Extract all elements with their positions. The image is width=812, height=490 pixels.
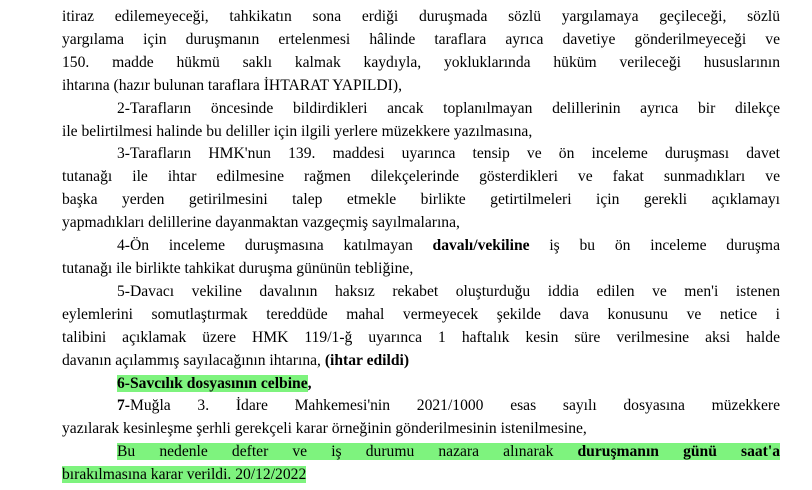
text-line: 2-Tarafların öncesinde bildirdikleri ancak toplanılmayan delillerinin ayrıca bir dilekçe (117, 99, 780, 117)
item-6 (62, 373, 780, 396)
bold-text: , (307, 374, 312, 392)
text-span: Muğla 3. İdare Mahkemesi'nin 2021/1000 esas sayılı dosyasına müzekkere (130, 397, 780, 415)
text-span: Bu nedenle defter ve iş durumu nazara alınarak (117, 443, 578, 461)
text-line: 3-Tarafların HMK'nun 139. maddesi uyarınca tensip ve ön inceleme duruşması davet (117, 145, 780, 163)
text-line: başka yerden getirilmesini talep etmekle birlikte getirtilmeleri için gerekli açıklamayı (62, 191, 780, 209)
bold-text: (ihtar edildi) (324, 351, 410, 369)
text-line: yazılarak kesinleşme şerhli gerekçeli karar örneğinin gönderilmesinin istenilmesine, (62, 420, 587, 438)
bold-text: duruşmanın günü saat'a (577, 443, 781, 461)
closing-paragraph (62, 441, 780, 487)
text-line (62, 441, 780, 464)
highlighted-text: 6-Savcılık dosyasının celbine (117, 374, 308, 392)
text-line: ihtarına (hazır bulunan taraflara İHTARAT YAPILDI), (62, 76, 402, 94)
text-line: yargılama için duruşmanın ertelenmesi hâlinde taraflara ayrıca davetiye gönderilmeyeceği ve (62, 30, 780, 48)
text-line (62, 235, 780, 258)
item-2 (62, 98, 780, 144)
text-span: iş bu ön inceleme duruşma (529, 237, 780, 255)
text-span: davanın açılammış sayılacağının ihtarına, (62, 351, 325, 369)
text-line (62, 350, 780, 373)
text-line: talibini açıklamak üzere HMK 119/1-ğ uyarınca 1 haftalık kesin süre verilmesine aksi halde (62, 328, 780, 346)
document-body (62, 6, 780, 487)
text-line: tutanağı ile ihtar edilmesine rağmen dilekçelerinde gösterdikleri ve fakat sunmadıkları ve (62, 168, 780, 186)
text-line (62, 464, 780, 487)
item-5 (62, 281, 780, 373)
item-4 (62, 235, 780, 281)
text-line: 150. madde hükmü saklı kalmak kaydıyla, yokluklarında hüküm verileceği hususlarının (62, 53, 780, 71)
text-line: itiraz edilemeyeceği, tahkikatın sona erdiği duruşmada sözlü yargılamaya geçileceği, sözlü (62, 8, 780, 25)
highlighted-text: bırakılmasına karar verildi. 20/12/2022 (62, 466, 307, 484)
text-span: 4-Ön inceleme duruşmasına katılmayan (117, 237, 433, 255)
text-line (62, 373, 780, 396)
text-line: yapmadıkları delillerine dayanmaktan vazgeçmiş sayılmalarına, (62, 214, 460, 232)
highlighted-text (117, 443, 780, 460)
text-line: eylemlerini somutlaştırmak tereddüde mahal vermeyecek şekilde dava konusunu ve netice i (62, 305, 780, 323)
item-3 (62, 143, 780, 235)
paragraph-1-continuation (62, 6, 780, 98)
item-7 (62, 395, 780, 441)
bold-text: davalı/vekiline (432, 237, 530, 255)
text-line: 5-Davacı vekiline davalının haksız rekabet oluşturduğu iddia edilen ve men'i istenen (117, 282, 780, 300)
text-line (62, 395, 780, 418)
text-line: tutanağı ile birlikte tahkikat duruşma gününün tebliğine, (62, 259, 414, 277)
text-line: ile belirtilmesi halinde bu deliller için ilgili yerlere müzekkere yazılmasına, (62, 122, 533, 140)
bold-text: 7- (117, 397, 130, 415)
